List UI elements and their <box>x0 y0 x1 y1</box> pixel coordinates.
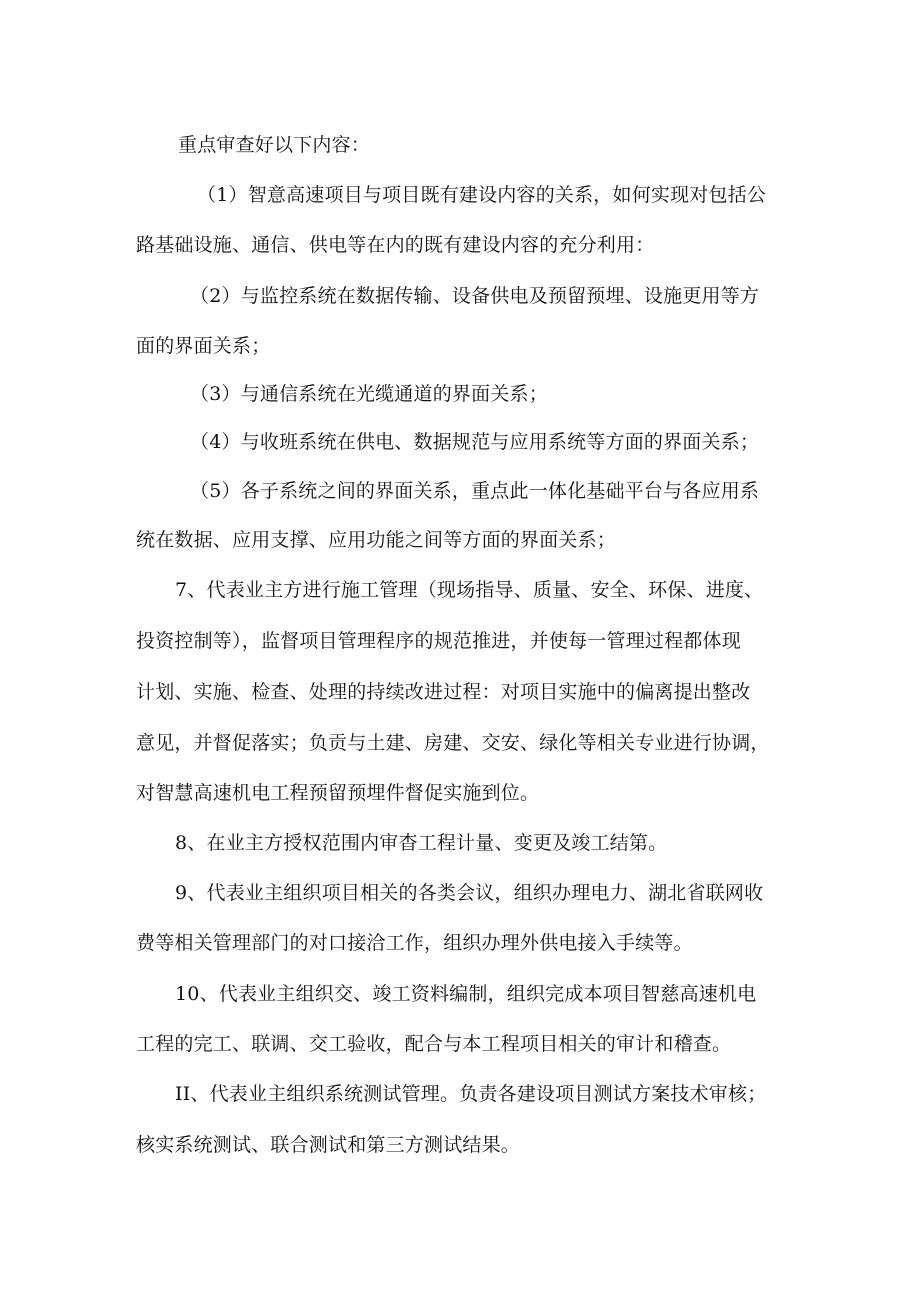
text-line-11: 投资控制等），监督项目管理程序的规范推进，并使每一管理过程都体现 <box>136 630 741 652</box>
text-line-10: 7、代表业主方进行施工管理（现场指导、质量、安全、环保、进度、 <box>175 579 764 601</box>
text-line-3: 路基础设施、通信、供电等在内的既有建设内容的充分利用： <box>136 234 655 256</box>
text-line-2: （1）智意高速项目与项目既有建设内容的关系，如何实现对包括公 <box>197 184 767 206</box>
text-line-12: 计划、实施、检查、处理的持续改进过程：对项目实施中的偏离提出整改 <box>136 681 751 703</box>
text-line-6: （3）与通信系统在光缆通道的界面关系； <box>190 383 548 405</box>
text-line-9: 统在数据、应用支撑、应用功能之间等方面的界面关系； <box>136 529 617 551</box>
text-line-7: （4）与收班系统在供电、数据规范与应用系统等方面的界面关系； <box>190 431 760 453</box>
text-line-19: 工程的完工、联调、交工验收，配合与本工程项目相关的审计和稽查。 <box>136 1033 732 1055</box>
text-line-5: 面的界面关系； <box>136 335 271 357</box>
text-line-16: 9、代表业主组织项目相关的各类会议，组织办理电力、湖北省联网收 <box>175 882 764 904</box>
text-line-14: 对智慧高速机电工程预留预埋件督促实施到位。 <box>136 782 540 804</box>
text-line-20: II、代表业主组织系统测试管理。负责各建设项目测试方案技术审核； <box>175 1083 767 1105</box>
text-line-1: 重点审查好以下内容： <box>178 134 371 156</box>
text-line-8: （5）各子系统之间的界面关系，重点此一体化基础平台与各应用系 <box>190 480 760 502</box>
text-line-17: 费等相关管理部门的对口接洽工作，组织办理外供电接入手续等。 <box>136 932 693 954</box>
text-line-15: 8、在业主方授权范围内审杳工程计量、变更及竣工结第。 <box>175 832 668 854</box>
text-line-18: 10、代表业主组织交、竣工资料编制，组织完成本项目智慈高速机电 <box>175 983 757 1005</box>
text-line-21: 核实系统测试、联合测试和第三方测试结果。 <box>136 1134 521 1156</box>
text-line-13: 意见，并督促落实；负贡与土建、房建、交安、绿化等相关专业进行协调， <box>136 732 770 754</box>
text-line-4: （2）与监控系统在数据传输、设备供电及预留预埋、设施更用等方 <box>190 285 760 307</box>
